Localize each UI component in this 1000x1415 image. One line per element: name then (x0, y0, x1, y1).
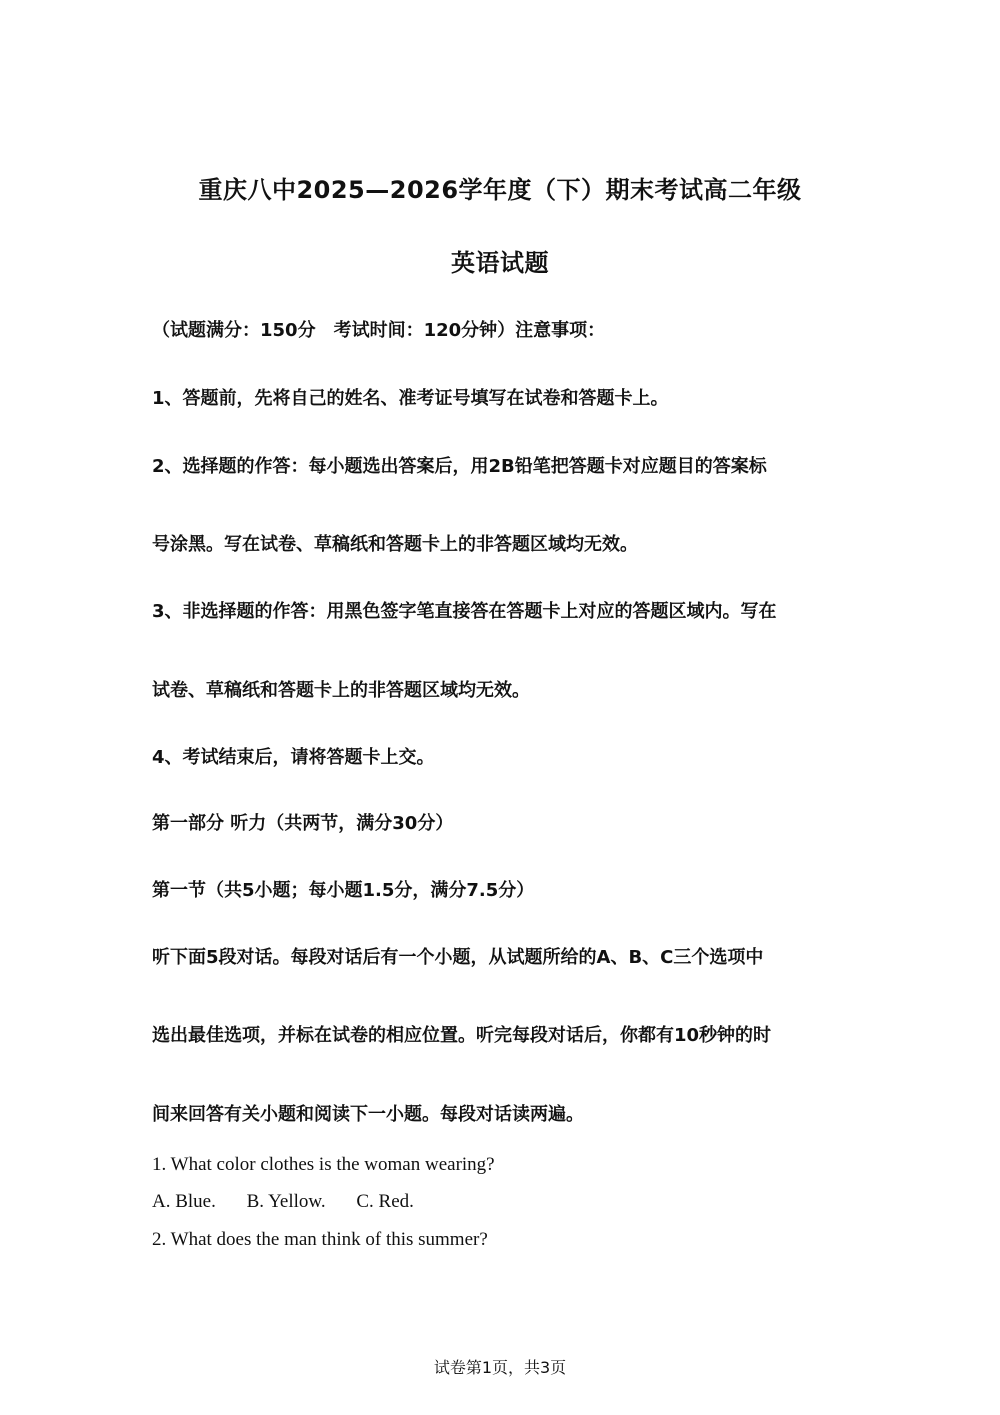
exam-title: 重庆八中2025—2026学年度（下）期末考试高二年级 (198, 176, 802, 204)
note-4: 4、考试结束后，请将答题卡上交。 (152, 747, 435, 768)
question-1-text: 1. What color clothes is the woman wearing? (152, 1154, 495, 1175)
section-one-heading: 第一节（共5小题；每小题1.5分，满分7.5分） (152, 880, 535, 901)
option-b: B. Yellow. (246, 1191, 326, 1212)
exam-subtitle: 英语试题 (451, 249, 549, 277)
option-a: A. Blue. (152, 1191, 216, 1212)
instructions-line-1: 听下面5段对话。每段对话后有一个小题，从试题所给的A、B、C三个选项中 (152, 947, 764, 968)
question-2-text: 2. What does the man think of this summer? (152, 1229, 488, 1250)
instructions-line-2: 选出最佳选项，并标在试卷的相应位置。听完每段对话后，你都有10秒钟的时 (152, 1025, 772, 1046)
part-one-heading: 第一部分 听力（共两节，满分30分） (152, 813, 454, 834)
question-1-options (152, 1191, 440, 1213)
note-3-line-1: 3、非选择题的作答：用黑色签字笔直接答在答题卡上对应的答题区域内。写在 (152, 601, 777, 622)
note-2-line-1: 2、选择题的作答：每小题选出答案后，用2B铅笔把答题卡对应题目的答案标 (152, 456, 767, 477)
note-1: 1、答题前，先将自己的姓名、准考证号填写在试卷和答题卡上。 (152, 388, 669, 409)
instructions-line-3: 间来回答有关小题和阅读下一小题。每段对话读两遍。 (152, 1104, 584, 1125)
exam-info: （试题满分：150分 考试时间：120分钟）注意事项： (152, 320, 606, 341)
note-2-line-2: 号涂黑。写在试卷、草稿纸和答题卡上的非答题区域均无效。 (152, 534, 638, 555)
page-footer: 试卷第1页，共3页 (433, 1358, 567, 1377)
option-c: C. Red. (356, 1191, 414, 1212)
note-3-line-2: 试卷、草稿纸和答题卡上的非答题区域均无效。 (152, 680, 530, 701)
